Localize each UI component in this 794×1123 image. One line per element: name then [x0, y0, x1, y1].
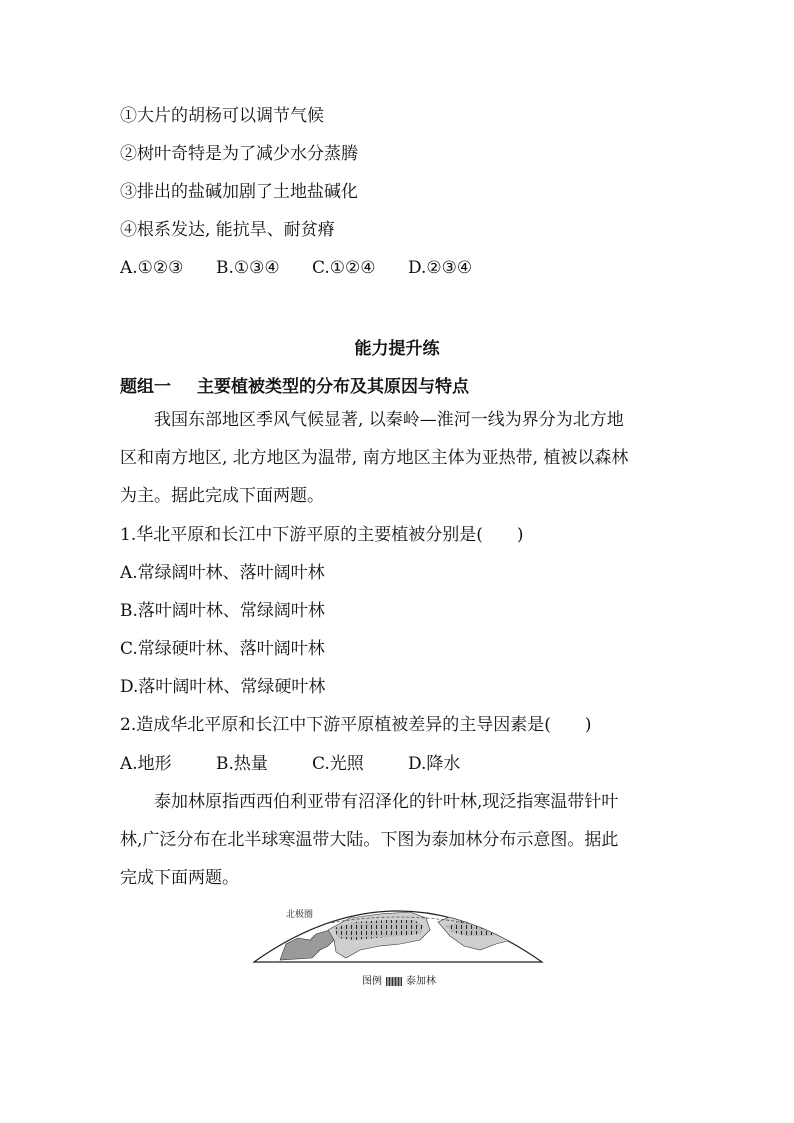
q2-option-d: D.降水 [408, 754, 461, 774]
q2-option-c: C.光照 [312, 754, 364, 774]
taiga-distribution-map [250, 900, 546, 970]
q2-option-a: A.地形 [120, 754, 172, 774]
q1-stem: 1.华北平原和长江中下游平原的主要植被分别是( ) [120, 525, 524, 545]
passage2-line-1: 泰加林原指西西伯利亚带有沼泽化的针叶林,现泛指寒温带针叶 [154, 792, 619, 812]
section-title: 能力提升练 [354, 339, 440, 359]
passage1-line-2: 区和南方地区, 北方地区为温带, 南方地区主体为亚热带, 植被以森林 [120, 448, 629, 468]
prev-option-3: ③排出的盐碱加剧了土地盐碱化 [120, 182, 358, 202]
choice-d: D.②③④ [408, 258, 473, 278]
passage1-line-3: 为主。据此完成下面两题。 [120, 486, 324, 506]
q1-option-a: A.常绿阔叶林、落叶阔叶林 [120, 563, 325, 583]
choice-b: B.①③④ [216, 258, 280, 278]
choice-c: C.①②④ [312, 258, 376, 278]
passage2-line-2: 林,广泛分布在北半球寒温带大陆。下图为泰加林分布示意图。据此 [120, 830, 619, 850]
q2-options [120, 753, 460, 775]
passage2-line-3: 完成下面两题。 [120, 868, 239, 888]
prev-option-2: ②树叶奇特是为了减少水分蒸腾 [120, 144, 358, 164]
group-topic: 主要植被类型的分布及其原因与特点 [197, 377, 469, 397]
arctic-circle-label: 北极圈 [286, 910, 314, 920]
group-label: 题组一 [120, 377, 171, 397]
greenland [512, 908, 532, 922]
legend-prefix: 图例 [362, 976, 382, 987]
passage1-line-1: 我国东部地区季风气候显著, 以秦岭—淮河一线为界分为北方地 [154, 410, 624, 430]
legend-item-taiga: 泰加林 [406, 976, 436, 987]
prev-option-4: ④根系发达, 能抗旱、耐贫瘠 [120, 220, 335, 240]
q2-option-b: B.热量 [216, 754, 268, 774]
group-title [120, 372, 469, 397]
choice-a: A.①②③ [120, 258, 184, 278]
q1-option-d: D.落叶阔叶林、常绿硬叶林 [120, 677, 326, 697]
q2-stem: 2.造成华北平原和长江中下游平原植被差异的主导因素是( ) [120, 715, 592, 735]
map-legend [362, 976, 436, 988]
prev-choices [120, 257, 472, 279]
q1-option-b: B.落叶阔叶林、常绿阔叶林 [120, 601, 325, 621]
taiga-swatch-icon [386, 977, 402, 986]
q1-option-c: C.常绿硬叶林、落叶阔叶林 [120, 639, 325, 659]
taiga-map-svg [250, 900, 546, 970]
prev-option-1: ①大片的胡杨可以调节气候 [120, 106, 324, 126]
